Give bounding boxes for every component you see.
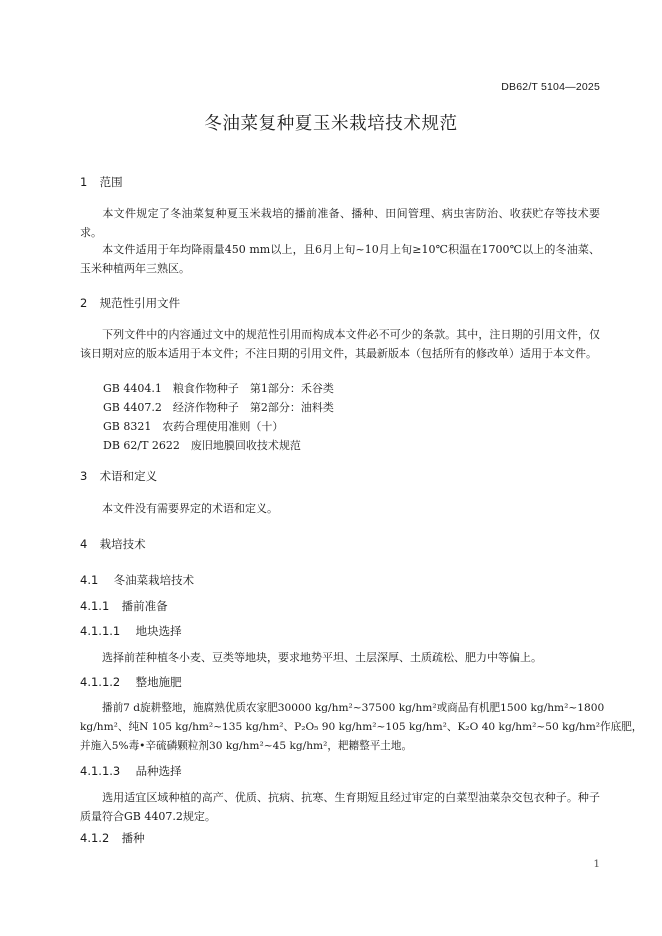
section-2-heading: 2 规范性引用文件 [80, 296, 181, 310]
section-4-1-heading: 4.1 冬油菜栽培技术 [80, 573, 195, 587]
reference-item: GB 4407.2 经济作物种子 第2部分：油料类 [103, 401, 334, 414]
section-number: 1 [80, 175, 88, 189]
reference-item: DB 62/T 2622 废旧地膜回收技术规范 [103, 439, 301, 452]
section-title: 范围 [99, 175, 123, 189]
section-4-1-1-3-para: 选用适宜区域种植的高产、优质、抗病、抗寒、生育期短且经过审定的白菜型油菜杂交包衣种子。种子质量符合GB 4407.2规定。 [80, 791, 600, 823]
standard-number: DB62/T 5104—2025 [501, 81, 600, 93]
section-3-para-1: 本文件没有需要界定的术语和定义。 [102, 502, 278, 515]
section-4-heading: 4 栽培技术 [80, 537, 146, 551]
section-4-1-1-3-heading: 4.1.1.3 品种选择 [80, 764, 182, 778]
section-4-1-1-2-line-3: 并施入5%毒•辛硫磷颗粒剂30 kg/hm²~45 kg/hm²，耙耱整平土地。 [80, 740, 413, 752]
section-4-1-1-2-line-1: 播前7 d旋耕整地，施腐熟优质农家肥30000 kg/hm²~37500 kg/hm²或商品有机肥1500 kg/hm²~1800 [102, 702, 605, 714]
section-1-para-1: 本文件规定了冬油菜复种夏玉米栽培的播前准备、播种、田间管理、病虫害防治、收获贮存等技术要求。 [80, 207, 600, 239]
section-4-1-1-1-heading: 4.1.1.1 地块选择 [80, 624, 182, 638]
section-4-1-1-heading: 4.1.1 播前准备 [80, 599, 168, 613]
section-2-para-1: 下列文件中的内容通过文中的规范性引用而构成本文件必不可少的条款。其中，注日期的引用文件，仅该日期对应的版本适用于本文件；不注日期的引用文件，其最新版本（包括所有的修改单）适用于本文件。 [80, 328, 600, 360]
section-4-1-1-2-line-2: kg/hm²、纯N 105 kg/hm²~135 kg/hm²、P₂O₅ 90 kg/hm²~105 kg/hm²、K₂O 40 kg/hm²~50 kg/hm²作底肥， [80, 721, 643, 733]
section-1-heading [80, 174, 123, 190]
section-1-para-2: 本文件适用于年均降雨量450 mm以上，且6月上旬~10月上旬≥10℃积温在1700℃以上的冬油菜、玉米种植两年三熟区。 [80, 243, 600, 275]
reference-item: GB 8321 农药合理使用准则（十） [103, 420, 284, 433]
section-4-1-1-1-para: 选择前茬种植冬小麦、豆类等地块，要求地势平坦、土层深厚、土质疏松、肥力中等偏上。 [102, 651, 542, 664]
section-4-1-1-2-heading: 4.1.1.2 整地施肥 [80, 675, 182, 689]
section-3-heading: 3 术语和定义 [80, 469, 158, 483]
reference-item: GB 4404.1 粮食作物种子 第1部分：禾谷类 [103, 382, 334, 395]
page-number: 1 [593, 858, 600, 870]
document-title: 冬油菜复种夏玉米栽培技术规范 [204, 114, 458, 134]
section-4-1-2-heading: 4.1.2 播种 [80, 831, 145, 845]
